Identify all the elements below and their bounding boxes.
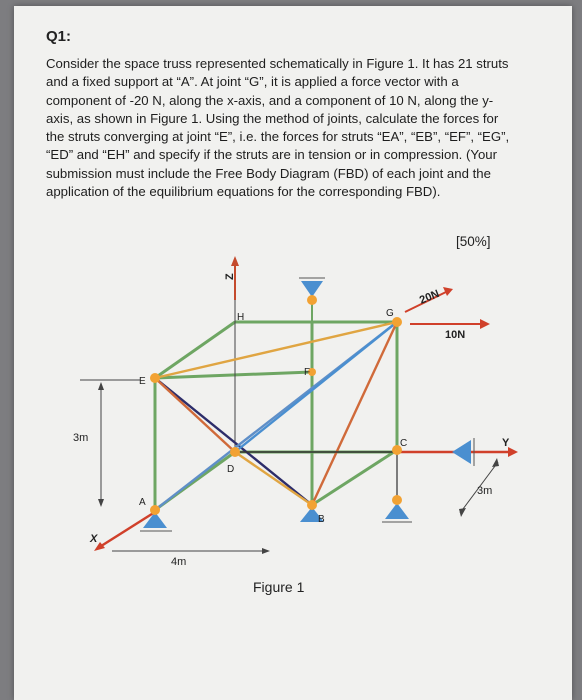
dimension-height bbox=[80, 380, 140, 507]
dimension-depth-label: 3m bbox=[477, 485, 493, 497]
force-10n-label: 10N bbox=[445, 329, 466, 341]
joint-top bbox=[307, 295, 317, 305]
question-weight: [50%] bbox=[456, 234, 491, 249]
support-c-bottom bbox=[382, 452, 412, 522]
joint-d bbox=[230, 447, 240, 457]
force-10n bbox=[410, 319, 490, 341]
joint-label-d: D bbox=[227, 464, 235, 475]
question-text: Consider the space truss represented schematically in Figure 1. It has 21 struts and a fixed support at “A”. At joint “G”, it is applied a force vector with a component of -20 N, along the x-axis, and a component of 10 N, along the y-axis, as shown in Figure 1. Using the method of joints, calculate the forces for the struts converging at joint “E”, i.e. the forces for struts “EA”, “EB”, “EF”, “EG”, “ED” and “EH” and specify if the struts are in tension or in compression. (Your submission must include the Free Body Diagram (FBD) of each joint and the application of the equilibrium equations for the corresponding FBD). bbox=[46, 56, 510, 200]
strut-eb bbox=[155, 378, 312, 505]
y-axis-label: Y bbox=[502, 437, 510, 449]
joint-label-a: A bbox=[139, 497, 146, 508]
force-20n-label: 20N bbox=[417, 287, 442, 307]
dimension-length bbox=[112, 548, 270, 554]
joint-e bbox=[150, 373, 160, 383]
figure-caption: Figure 1 bbox=[253, 579, 305, 595]
dimension-length-label: 4m bbox=[171, 556, 187, 568]
dimension-height-label: 3m bbox=[73, 432, 89, 444]
joint-b bbox=[307, 500, 317, 510]
strut-db bbox=[235, 452, 312, 505]
joint-label-h: H bbox=[237, 312, 245, 323]
strut-ed bbox=[155, 378, 235, 452]
joint-label-f: F bbox=[304, 367, 311, 378]
question-label: Q1: bbox=[46, 28, 72, 45]
x-axis-label: X bbox=[90, 533, 98, 545]
joint-label-g: G bbox=[386, 308, 394, 319]
support-c-side bbox=[452, 438, 474, 466]
joint-a bbox=[150, 505, 160, 515]
joint-label-e: E bbox=[139, 376, 146, 387]
joint-label-c: C bbox=[400, 438, 408, 449]
z-axis bbox=[224, 256, 239, 300]
support-f-top bbox=[299, 278, 325, 297]
joint-label-b: B bbox=[318, 514, 325, 525]
force-20n bbox=[405, 287, 453, 312]
joint-c-support bbox=[392, 495, 402, 505]
z-axis-label: Z bbox=[224, 273, 236, 280]
